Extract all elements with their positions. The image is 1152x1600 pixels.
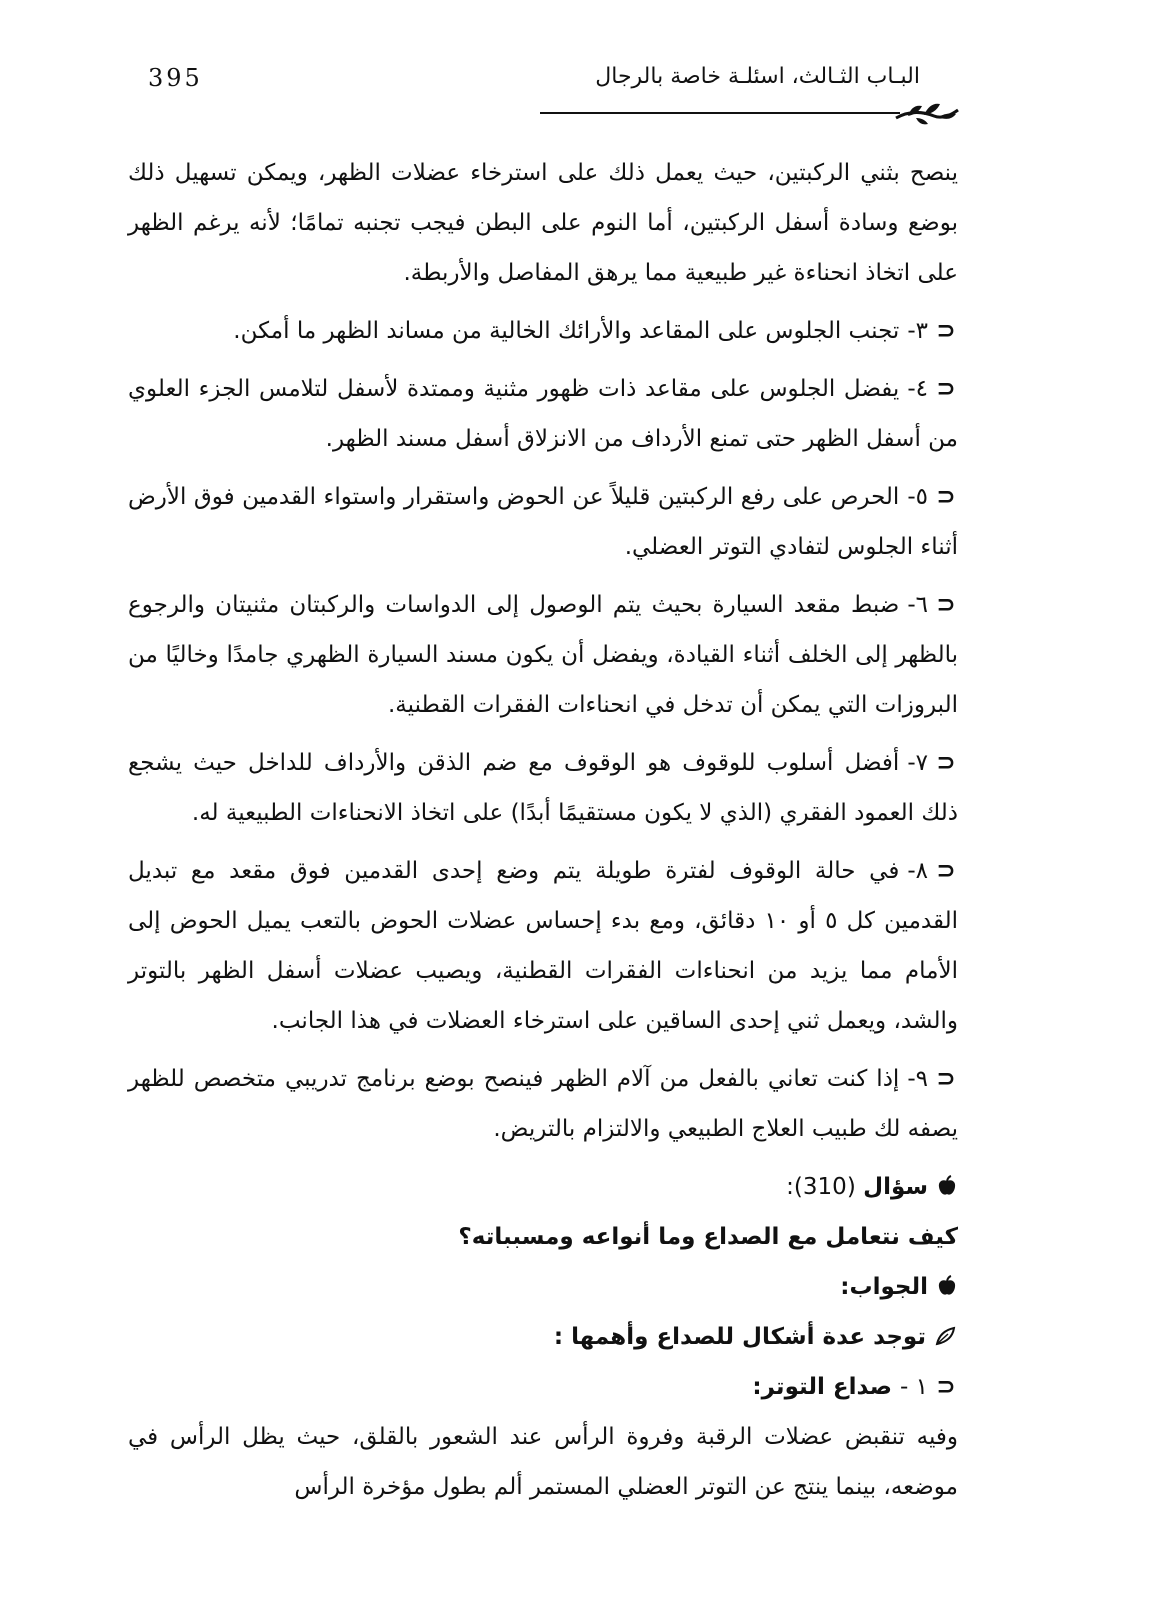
list-item: ⊂٤-يفضل الجلوس على مقاعد ذات ظهور مثنية وممتدة لأسفل لتلامس الجزء العلوي من أسفل الظهر حتى تمنع الأرداف من الانزلاق أسفل مسند الظهر. xyxy=(128,364,958,464)
bullet-icon: ⊂ xyxy=(936,318,956,344)
question-text: كيف نتعامل مع الصداع وما أنواعه ومسبباته؟ xyxy=(458,1224,958,1250)
leaf-ornament-icon xyxy=(894,98,960,128)
list-item: ⊂٨-في حالة الوقوف لفترة طويلة يتم وضع إحدى القدمين فوق مقعد مع تبديل القدمين كل ٥ أو ١٠ دقائق، ومع بدء إحساس عضلات الحوض بالتعب يميل الحوض إلى الأمام مما يزيد من انحناءات الفقرات القطنية، ويصيب عضلات أسفل الظهر بالتوتر والشد، ويعمل ثني إحدى الساقين على استرخاء العضلات في هذا الجانب. xyxy=(128,846,958,1046)
list-item: ⊂٥-الحرص على رفع الركبتين قليلاً عن الحوض واستقرار واستواء القدمين فوق الأرض أثناء الجلوس لتفادي التوتر العضلي. xyxy=(128,472,958,572)
list-item: ⊂٦-ضبط مقعد السيارة بحيث يتم الوصول إلى الدواسات والركبتان مثنيتان والرجوع بالظهر إلى الخلف أثناء القيادة، ويفضل أن يكون مسند السيارة الظهري جامدًا وخاليًا من البروزات التي يمكن أن تدخل في انحناءات الفقرات القطنية. xyxy=(128,580,958,730)
question-heading: سؤال (310): xyxy=(128,1162,958,1212)
list-item: ⊂٩-إذا كنت تعاني بالفعل من آلام الظهر فينصح بوضع برنامج تدريبي متخصص للظهر يصفه لك طبيب العلاج الطبيعي والالتزام بالتريض. xyxy=(128,1054,958,1154)
final-paragraph: وفيه تنقبض عضلات الرقبة وفروة الرأس عند الشعور بالقلق، حيث يظل الرأس في موضعه، بينما ينتج عن التوتر العضلي المستمر ألم بطول مؤخرة الرأس xyxy=(128,1424,958,1500)
bullet-icon: ⊂ xyxy=(936,750,956,776)
page-header xyxy=(130,60,960,130)
header-rule xyxy=(540,112,900,114)
leaf-icon xyxy=(934,1325,958,1347)
type-heading: ⊂١ -صداع التوتر: xyxy=(128,1362,958,1412)
running-title: البـاب الثـالث، اسئلـة خاصة بالرجال xyxy=(595,64,920,89)
intro-paragraph: ينصح بثني الركبتين، حيث يعمل ذلك على استرخاء عضلات الظهر، ويمكن تسهيل ذلك بوضع وسادة أسفل الركبتين، أما النوم على البطن فيجب تجنبه تمامًا؛ لأنه يرغم الظهر على اتخاذ انحناءة غير طبيعية مما يرهق المفاصل والأربطة. xyxy=(128,160,958,286)
page-number: 395 xyxy=(148,64,203,92)
bullet-icon: ⊂ xyxy=(936,1374,956,1400)
answer-heading: الجواب: xyxy=(128,1262,958,1312)
bullet-icon: ⊂ xyxy=(936,1066,956,1092)
bullet-icon: ⊂ xyxy=(936,592,956,618)
apple-icon xyxy=(936,1175,958,1197)
list-item: ⊂٧-أفضل أسلوب للوقوف هو الوقوف مع ضم الذقن والأرداف للداخل حيث يشجع ذلك العمود الفقري (الذي لا يكون مستقيمًا أبدًا) على اتخاذ الانحناءات الطبيعية له. xyxy=(128,738,958,838)
bullet-icon: ⊂ xyxy=(936,484,956,510)
types-intro: توجد عدة أشكال للصداع وأهمها : xyxy=(128,1312,958,1362)
bullet-icon: ⊂ xyxy=(936,376,956,402)
apple-icon xyxy=(936,1275,958,1297)
list-item: ⊂٣-تجنب الجلوس على المقاعد والأرائك الخالية من مساند الظهر ما أمكن. xyxy=(128,306,958,356)
page-body xyxy=(128,148,958,1520)
bullet-icon: ⊂ xyxy=(936,858,956,884)
